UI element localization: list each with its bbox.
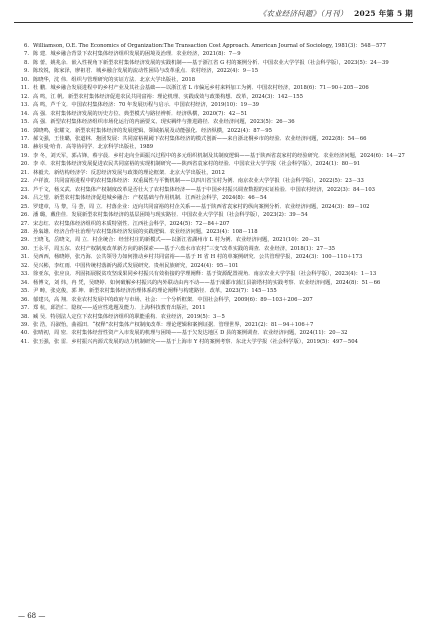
reference-text: 宋志红．农村集体经济组织的本质特别性．江西社会科学，2024(5)：72－84＋207 <box>33 220 230 227</box>
reference-text: 吴兴彬，李红雨．中国传统村落新内源式发展研究．贵州民族研究，2024(4)：95－101 <box>33 262 239 269</box>
reference-number: 18. <box>20 144 29 151</box>
reference-item <box>16 42 413 50</box>
reference-number: 23. <box>20 186 29 193</box>
reference-number: 11. <box>20 85 29 92</box>
reference-text: 陈玫锐，陈家泽，廖祖君．城乡融合发展的流动性困局与改革重点．农村经济，2022(4)：9－15 <box>33 68 259 75</box>
reference-text: 高 强．新型农村集体经济组织市场化运行的内涵要义、现实羁绊与推进路径．农业经济问题，2023(5)：26－36 <box>33 119 295 126</box>
reference-number: 17. <box>20 135 29 142</box>
reference-text: 尹 畴，张克俊，郭 坤．新型农村集体经济治理体系的理论阐释与构建路径．改革，2023(7)：145－155 <box>33 288 277 295</box>
reference-number: 33. <box>20 271 29 278</box>
reference-item <box>16 169 413 177</box>
reference-item <box>16 135 413 143</box>
reference-item <box>16 110 413 118</box>
reference-number: 26. <box>20 212 29 219</box>
reference-text: 王晓飞，岳晓文，周 立．村企统合：经营村庄的新模式——以浙江省湖州市 L 村为例．农业经济问题，2021(10)：20－31 <box>33 237 321 244</box>
reference-number: 9. <box>23 68 29 75</box>
reference-number: 12. <box>20 93 29 100</box>
running-header <box>0 8 427 22</box>
issue-label: 2025 年第 5 期 <box>354 9 413 18</box>
reference-item <box>16 194 413 202</box>
reference-text: 卢祥波．共同富裕进程中的农村集体经济：双重属性与平衡机制——以四川省宝村为例．南京农业大学学报（社会科学版），2022(5)：23－33 <box>33 178 364 185</box>
reference-text: 陈 蕾，姚兆余．嵌入性视角下新型农村集体经济发展的实践机制——基于浙江省 G 村的案例分析．中国农业大学学报（社会科学版），2023(5)：24－39 <box>33 59 389 66</box>
reference-text: 潘 璐，戴佳佳．发展新型农村集体经济的基层困境与现实路径．中国农业大学学报（社会科学版），2023(2)：39－54 <box>33 212 308 219</box>
reference-item <box>16 313 413 321</box>
reference-item <box>16 211 413 219</box>
reference-number: 20. <box>20 161 29 168</box>
reference-item <box>16 101 413 109</box>
reference-text: 林毅夫．新结构经济学：反思经济发展与政策的理论框架．北京大学出版社，2012 <box>33 169 225 176</box>
reference-item <box>16 220 413 228</box>
reference-text: 赫尔曼·哈肯．高等协同学．北京科学出版社，1989 <box>33 144 154 151</box>
reference-number: 6. <box>23 43 29 49</box>
reference-number: 24. <box>20 195 29 202</box>
reference-item <box>16 152 413 160</box>
reference-text: 王永平，周五东．农村产权制度改革新方向的新探索——基于六盘水市农村“三变”改革实践的调查．农业经济，2018(1)：27－35 <box>33 245 336 252</box>
reference-item <box>16 177 413 185</box>
reference-text: 杨博文，刘 炜，冉 凭，吴晓婷．如何破解乡村振兴的内外联动由内不动——基于成都市蒲江县箭塔村的实践考察．农业经济问题，2024(8)：51－66 <box>33 279 381 286</box>
reference-number: 27. <box>20 220 29 227</box>
journal-title: 《农业经济问题》（月刊） <box>258 9 348 18</box>
reference-number: 14. <box>20 110 29 117</box>
reference-number: 34. <box>20 279 29 286</box>
reference-text: 陈晓华，沈 伟．组织与管理研究的实证方法．北京大学出版社，2018 <box>33 76 196 83</box>
reference-item <box>16 236 413 244</box>
reference-item <box>16 160 413 168</box>
reference-item <box>16 228 413 236</box>
reference-text: 郭晓鸣，张耀文．新型农村集体经济的发展逻辑、领域拓展及动能强化．经济纵横，2022(4)：87－95 <box>33 127 272 134</box>
reference-number: 36. <box>20 296 29 303</box>
reference-number: 37. <box>20 305 29 312</box>
reference-number: 31. <box>20 254 29 261</box>
reference-number: 13. <box>20 102 29 109</box>
reference-number: 38. <box>20 313 29 320</box>
reference-text: 张晴初，周 密．农村集体经营性资产入市发展的机理与困境——基于欠发达地区 D 县的案例调查．农业经济问题，2024(11)：20－32 <box>33 330 348 337</box>
reference-item <box>16 50 413 58</box>
reference-item <box>16 338 413 346</box>
reference-text: 高 强．农村集体经济发展的历史方位、典型模式与路径辨析．经济纵横，2020(7)：42－51 <box>33 110 248 117</box>
reference-item <box>16 93 413 101</box>
reference-number: 40. <box>20 330 29 337</box>
reference-text: 张 浩，冯淑怡，曲福田．“权释”农村集体产权制度改革：理论逻辑和案例证据．管理世界，2021(2)：81－94＋106＋7 <box>33 321 314 328</box>
reference-text: 高 鸣，芦千文．中国农村集体经济：70 年发展历程与启示．中国农村经济，2019(10)：19－39 <box>33 102 260 109</box>
reference-item <box>16 270 413 278</box>
reference-number: 22. <box>20 178 29 185</box>
reference-item <box>16 287 413 295</box>
reference-item <box>16 329 413 337</box>
reference-item <box>16 253 413 261</box>
reference-text: 吕之望．新型农村集体经济促进城乡融合：产权基础与作用机制．江西社会科学，2024(8)：46－54 <box>33 195 267 202</box>
reference-number: 19. <box>20 152 29 159</box>
header-rule <box>14 22 413 23</box>
reference-item <box>16 59 413 67</box>
reference-text: 郁建兴，高 翔．农业农村发展中的政府与市场、社会：一个分析框架．中国社会科学，2009(6)：89－103＋206－207 <box>33 296 313 303</box>
reference-item <box>16 203 413 211</box>
reference-item <box>16 245 413 253</box>
reference-text: 杜 鹏．城乡融合发展进程中的乡村产业及其社会基础——以浙江省 L 市偏远乡村来料加工为例．中国农村经济，2018(6)：71－90＋205－206 <box>33 85 369 92</box>
page-footer <box>0 612 70 622</box>
reference-number: 32. <box>20 262 29 269</box>
reference-number: 10. <box>20 76 29 83</box>
reference-text: 吴西西，杨晓婷，张乃海．公共领导力如何推动乡村共同富裕——基于 H 省 H 村的单案例研究．公共管理学报，2024(3)：100－110＋173 <box>33 254 363 261</box>
reference-item <box>16 143 413 151</box>
reference-number: 16. <box>20 127 29 134</box>
reference-number: 35. <box>20 288 29 295</box>
reference-item <box>16 321 413 329</box>
reference-text: 徐亚东，张应良．巩固拓展脱贫攻坚成果同乡村振兴有效衔接的学理阐释：基于资源配置视角．南京农业大学学报（社会科学版），2023(4)：1－13 <box>33 271 377 278</box>
reference-number: 21. <box>20 169 29 176</box>
reference-text: 高 鸣，江 帆．新型农村集体经济促进农民共同富裕：理论机理、实践成效与政策构想．改革，2024(3)：142－155 <box>33 93 303 100</box>
reference-item <box>16 67 413 75</box>
reference-number: 8. <box>23 59 29 66</box>
reference-item <box>16 262 413 270</box>
reference-number: 15. <box>20 119 29 126</box>
reference-number: 41. <box>20 338 29 345</box>
reference-text: 郑 杭，邱浩仁．隐权——适应性选题及能力．上海科技教育出版社，2011 <box>33 305 206 312</box>
reference-number: 7. <box>23 51 29 58</box>
reference-text: 孙枭雄．经济合作社治理与农村集体经济发展的实践逻辑．农业经济问题，2023(4)：108－118 <box>33 228 258 235</box>
reference-item <box>16 118 413 126</box>
reference-number: 25. <box>20 203 29 210</box>
reference-number: 30. <box>20 245 29 252</box>
page-number: — 68 — <box>18 612 46 620</box>
reference-number: 39. <box>20 321 29 328</box>
reference-number: 28. <box>20 228 29 235</box>
reference-text: 张玉强，张 雷．乡村振兴内源式发展的动力机制研究——基于上海市 Y 村的案例考察．东北大学学报（社会科学版），2019(5)：497－504 <box>33 338 358 345</box>
reference-item <box>16 127 413 135</box>
reference-text: 臧 吴．特别法人定位下农村集体经济组织的职能重构．农业经济，2019(5)：3－5 <box>33 313 225 320</box>
reference-item <box>16 296 413 304</box>
reference-text: 李 卓．农村集体经济发展促进农民共同富裕的实现机制研究——陕西省袁家村的经验．中国农业大学学报（社会科学版），2024(1)：80－91 <box>33 161 361 168</box>
reference-text: 罗建章，马 黎，马 荟，周 立．村落企业：迈向共同富裕的村企关系——基于陕西省袁家村的纵向案例分析．农业经济问题，2024(3)：89－102 <box>33 203 370 210</box>
reference-text: 陈 建．城乡融合背景下农村集体经济组织发展的困境及治理．农业经济，2021(8)：7－9 <box>33 51 241 58</box>
reference-text: Williamson, O.E. The Economics of Organization:The Transaction Cost Approach. American Journal of Sociology, 1981(3)：548－577 <box>33 43 386 49</box>
reference-item <box>16 304 413 312</box>
reference-text: 芦千文，杨义武．农村集体产权制度改革是否壮大了农村集体经济——基于中国乡村振兴调查数据的实证检验．中国农村经济，2022(3)：84－103 <box>33 186 375 193</box>
reference-text: 李 冬，刘天军，郭占锋，蔡宇晨．乡村走向全面振兴过程中的多元组织机制及其制度逻辑——基于陕西省袁家村的经验研究．农业经济问题，2024(6)：14－27 <box>33 152 405 159</box>
reference-text: 郝文强，王佳璐，张道林．抱团发展：共同富裕视阈下农村集体经济的模式创新——来自浙北桐乡市的经验．农业经济问题，2022(8)：54－66 <box>33 135 367 142</box>
reference-list <box>16 42 413 346</box>
reference-item <box>16 279 413 287</box>
reference-item <box>16 76 413 84</box>
reference-item <box>16 84 413 92</box>
reference-number: 29. <box>20 237 29 244</box>
reference-item <box>16 186 413 194</box>
